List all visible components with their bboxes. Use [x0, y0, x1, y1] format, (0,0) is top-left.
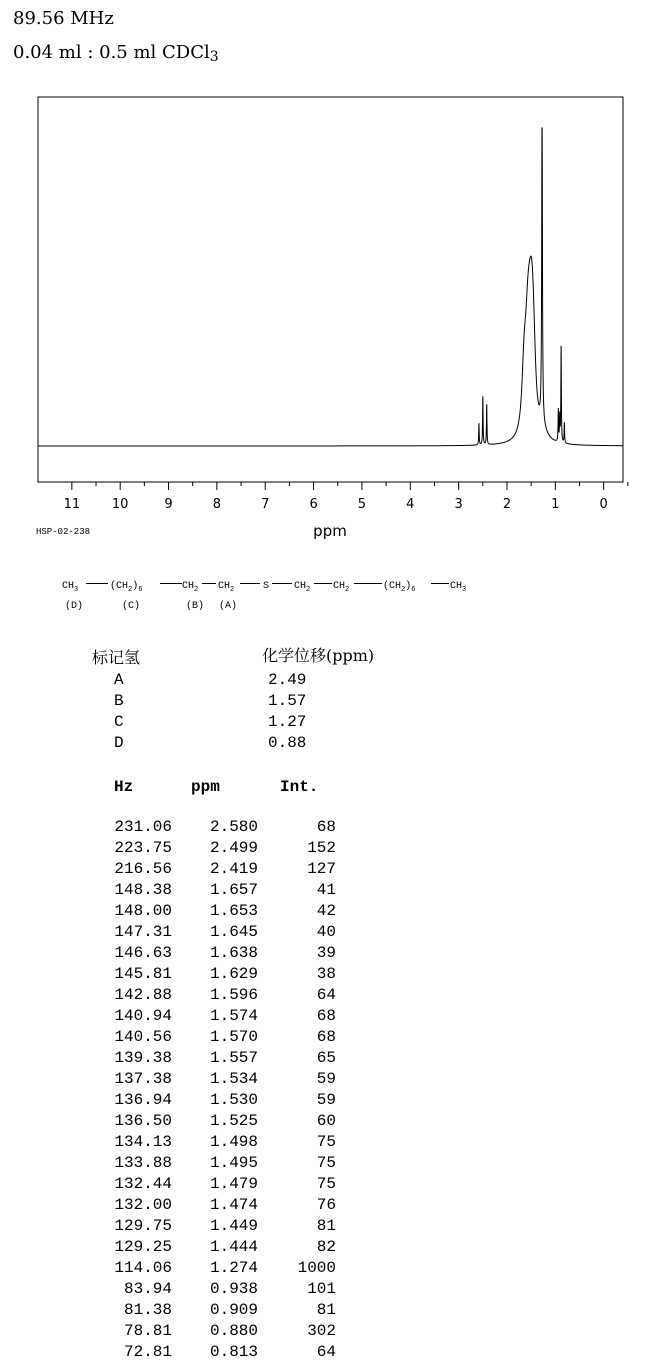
peak-hz: 139.38: [114, 1049, 172, 1067]
assignment-shift: 0.88: [268, 734, 307, 752]
x-tick-label: 10: [111, 497, 129, 512]
peak-ppm: 1.444: [209, 1238, 258, 1256]
peak-intensity: 302: [307, 1322, 336, 1340]
nmr-spectrum-chart: [0, 0, 652, 545]
peak-ppm: 0.813: [209, 1343, 258, 1361]
peak-hz: 136.94: [114, 1091, 172, 1109]
peak-ppm: 1.479: [209, 1175, 258, 1193]
peak-intensity: 75: [316, 1133, 336, 1151]
ch2-chain-c: $(CH_2)_6$: [110, 581, 143, 594]
peak-intensity: 41: [316, 881, 336, 899]
peak-ppm: 2.499: [209, 839, 258, 857]
peak-intensity: 75: [316, 1154, 336, 1172]
x-axis-tick-labels: [64, 497, 608, 512]
peak-intensity: 59: [316, 1091, 336, 1109]
sample-subscript: 3: [209, 49, 219, 65]
ch2-b-right: $CH_2$: [333, 581, 350, 594]
x-tick-label: 3: [454, 497, 463, 512]
ch2-a-right: $CH_2$: [294, 581, 311, 594]
peak-ppm: 0.880: [209, 1322, 258, 1340]
peak-intensity: 81: [316, 1301, 336, 1319]
assignment-label: B: [114, 692, 124, 710]
peak-hz: 140.56: [114, 1028, 172, 1046]
bond: [86, 583, 108, 584]
bond: [202, 583, 216, 584]
x-tick-label: 4: [406, 497, 415, 512]
peak-ppm: 1.574: [209, 1007, 258, 1025]
peak-intensity: 64: [316, 1343, 336, 1361]
peak-ppm: 2.580: [209, 818, 258, 836]
label-a: (A): [219, 601, 238, 612]
label-c: (C): [122, 601, 141, 612]
peak-intensity: 64: [316, 986, 336, 1004]
assignment-shift: 2.49: [268, 671, 307, 689]
peak-ppm: 1.525: [209, 1112, 258, 1130]
peak-hz: 142.88: [114, 986, 172, 1004]
peak-table-header: Hz: [114, 778, 134, 796]
label-d: (D): [65, 601, 84, 612]
peak-table-header: Int.: [280, 778, 319, 796]
peak-hz: 148.00: [114, 902, 172, 920]
peak-hz: 129.75: [114, 1217, 172, 1235]
peak-ppm: 0.909: [209, 1301, 258, 1319]
peak-hz: 137.38: [114, 1070, 172, 1088]
peak-hz: 132.44: [114, 1175, 172, 1193]
peak-hz: 134.13: [114, 1133, 172, 1151]
peak-intensity: 75: [316, 1175, 336, 1193]
peak-ppm: 1.557: [209, 1049, 258, 1067]
peak-intensity: 39: [316, 944, 336, 962]
peak-hz: 146.63: [114, 944, 172, 962]
peak-intensity: 76: [316, 1196, 336, 1214]
peak-intensity: 42: [316, 902, 336, 920]
peak-ppm: 1.596: [209, 986, 258, 1004]
peak-intensity: 81: [316, 1217, 336, 1235]
peak-intensity: 127: [307, 860, 336, 878]
peak-hz: 78.81: [123, 1322, 172, 1340]
assignment-header-label: 标记氢: [92, 648, 141, 667]
peak-ppm: 1.530: [209, 1091, 258, 1109]
peak-intensity: 60: [316, 1112, 336, 1130]
peak-intensity: 59: [316, 1070, 336, 1088]
ch2-chain-c-right: $(CH_2)_6$: [383, 581, 416, 594]
peak-intensity: 152: [307, 839, 336, 857]
assignment-label: D: [114, 734, 124, 752]
peak-ppm: 1.534: [209, 1070, 258, 1088]
x-tick-label: 9: [164, 497, 173, 512]
peak-hz: 223.75: [114, 839, 172, 857]
ch3-left: $CH_3$: [62, 581, 79, 594]
bond: [354, 583, 382, 584]
x-tick-label: 0: [599, 497, 608, 512]
spectrum-trace: [38, 128, 623, 446]
bond: [240, 583, 260, 584]
peak-hz: 148.38: [114, 881, 172, 899]
peak-intensity: 82: [316, 1238, 336, 1256]
peak-ppm: 1.653: [209, 902, 258, 920]
x-tick-label: 5: [357, 497, 367, 512]
peak-intensity: 40: [316, 923, 336, 941]
x-axis-label: ppm: [313, 522, 347, 540]
x-tick-label: 1: [551, 497, 560, 512]
peak-ppm: 1.498: [209, 1133, 258, 1151]
x-tick-label: 8: [212, 497, 222, 512]
spectrometer-frequency: 89.56 MHz: [13, 8, 114, 29]
peak-ppm: 1.570: [209, 1028, 258, 1046]
peak-ppm: 1.629: [209, 965, 258, 983]
peak-hz: 231.06: [114, 818, 172, 836]
x-tick-label: 2: [502, 497, 512, 512]
sample-text: 0.04 ml : 0.5 ml CDCl: [13, 42, 210, 63]
peak-ppm: 1.449: [209, 1217, 258, 1235]
peak-intensity: 1000: [297, 1259, 336, 1277]
x-axis-ticks: [72, 482, 628, 490]
x-tick-label: 11: [63, 497, 81, 512]
peak-hz: 81.38: [123, 1301, 172, 1319]
plot-frame: [38, 97, 623, 482]
peak-hz: 129.25: [114, 1238, 172, 1256]
sulfur-atom: S: [263, 581, 270, 592]
ch3-right: $CH_3$: [450, 581, 467, 594]
bond: [431, 583, 449, 584]
assignment-shift: 1.57: [268, 692, 307, 710]
assignment-shift: 1.27: [268, 713, 307, 731]
peak-table-header: ppm: [191, 778, 220, 796]
peak-ppm: 1.645: [209, 923, 258, 941]
peak-ppm: 0.938: [209, 1280, 258, 1298]
peak-hz: 147.31: [114, 923, 172, 941]
peak-hz: 216.56: [114, 860, 172, 878]
peak-hz: 140.94: [114, 1007, 172, 1025]
peak-ppm: 1.657: [209, 881, 258, 899]
peak-ppm: 1.638: [209, 944, 258, 962]
peak-intensity: 68: [316, 818, 336, 836]
peak-hz: 114.06: [114, 1259, 172, 1277]
peak-hz: 72.81: [123, 1343, 172, 1361]
peak-intensity: 38: [316, 965, 336, 983]
peak-intensity: 68: [316, 1028, 336, 1046]
peak-ppm: 2.419: [209, 860, 258, 878]
peak-ppm: 1.495: [209, 1154, 258, 1172]
bond: [272, 583, 292, 584]
peak-hz: 83.94: [123, 1280, 172, 1298]
label-b: (B): [186, 601, 205, 612]
bond: [160, 583, 182, 584]
ch2-b: $CH_2$: [182, 581, 199, 594]
peak-intensity: 101: [307, 1280, 336, 1298]
peak-ppm: 1.474: [209, 1196, 258, 1214]
peak-hz: 133.88: [114, 1154, 172, 1172]
peak-hz: 132.00: [114, 1196, 172, 1214]
bond: [314, 583, 332, 584]
ch2-a: $CH_2$: [218, 581, 235, 594]
peak-hz: 145.81: [114, 965, 172, 983]
peak-ppm: 1.274: [209, 1259, 258, 1277]
spectrum-code: HSP-02-238: [36, 527, 91, 537]
x-tick-label: 7: [261, 497, 270, 512]
assignment-label: A: [114, 671, 124, 689]
assignment-label: C: [114, 713, 124, 731]
peak-intensity: 65: [316, 1049, 336, 1067]
assignment-header-shift: 化学位移(ppm): [262, 646, 375, 665]
peak-hz: 136.50: [114, 1112, 172, 1130]
x-tick-label: 6: [309, 497, 318, 512]
peak-intensity: 68: [316, 1007, 336, 1025]
